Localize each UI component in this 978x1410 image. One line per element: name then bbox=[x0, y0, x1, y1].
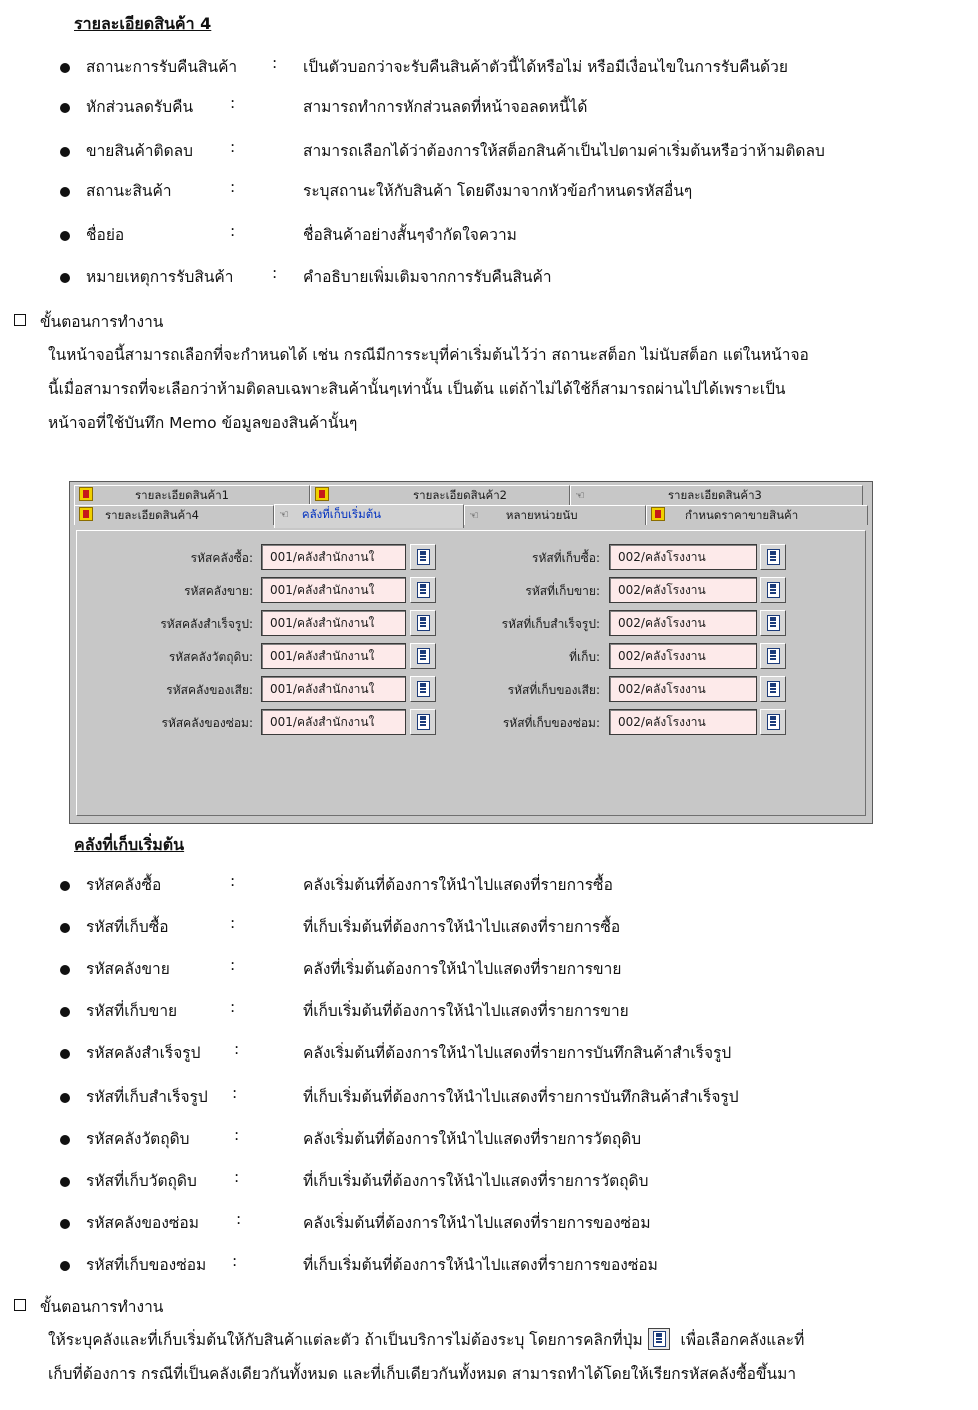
paragraph-line: เก็บที่ต้องการ กรณีที่เป็นคลังเดียวกันทั้งหมด และที่เก็บเดียวกันทั้งหมด สามารถทำได้โดยให้เรียกรหัสคลังซื้อขึ้นมา bbox=[48, 1365, 797, 1383]
section-title-default-warehouse: คลังที่เก็บเริ่มต้น bbox=[74, 835, 185, 854]
colon: : bbox=[232, 1252, 238, 1270]
bullet-icon bbox=[60, 881, 70, 891]
browse-button[interactable] bbox=[760, 643, 786, 669]
item-description: สามารถเลือกได้ว่าต้องการให้สต็อกสินค้าเป็นไปตามค่าเริ่มต้นหรือว่าห้ามติดลบ bbox=[303, 142, 825, 160]
default-warehouse-panel bbox=[76, 530, 866, 816]
item-term: รหัสที่เก็บสำเร็จรูป bbox=[86, 1088, 208, 1106]
right-field-input[interactable]: 002/คลังโรงงาน bbox=[609, 676, 757, 702]
list-item bbox=[0, 872, 978, 902]
right-field-label: รหัสที่เก็บของเสีย: bbox=[507, 683, 600, 697]
browse-button[interactable] bbox=[760, 610, 786, 636]
item-term: รหัสที่เก็บซื้อ bbox=[86, 918, 169, 936]
document-icon bbox=[767, 615, 780, 631]
colon: : bbox=[234, 1168, 240, 1186]
list-item bbox=[0, 222, 978, 252]
tab-product-detail-3[interactable]: ☜ รายละเอียดสินค้า3 bbox=[570, 485, 863, 505]
list-item bbox=[0, 956, 978, 986]
list-item bbox=[0, 1084, 978, 1114]
left-field-label: รหัสคลังของเสีย: bbox=[166, 683, 253, 697]
colon: : bbox=[236, 1210, 242, 1228]
pointing-hand-icon: ☜ bbox=[575, 489, 584, 502]
colon: : bbox=[230, 872, 236, 890]
left-field-input[interactable]: 001/คลังสำนักงานใ bbox=[261, 676, 406, 702]
document-icon bbox=[417, 615, 430, 631]
pointing-hand-icon: ☜ bbox=[279, 508, 288, 521]
colon: : bbox=[230, 178, 236, 196]
colon: : bbox=[272, 264, 278, 282]
browse-button[interactable] bbox=[410, 643, 436, 669]
right-field-label: ที่เก็บ: bbox=[569, 650, 600, 664]
document-icon bbox=[417, 681, 430, 697]
list-item bbox=[0, 54, 978, 84]
tab-product-detail-1[interactable]: รายละเอียดสินค้า1 bbox=[74, 485, 310, 505]
left-field-label: รหัสคลังวัตถุดิบ: bbox=[168, 650, 253, 664]
left-field-input[interactable]: 001/คลังสำนักงานใ bbox=[261, 643, 406, 669]
bullet-icon bbox=[60, 187, 70, 197]
colon: : bbox=[272, 54, 278, 72]
item-term: รหัสที่เก็บขาย bbox=[86, 1002, 178, 1020]
item-description: คลังเริ่มต้นที่ต้องการให้นำไปแสดงที่รายการบันทึกสินค้าสำเร็จรูป bbox=[303, 1044, 732, 1062]
browse-button[interactable] bbox=[760, 544, 786, 570]
item-description: ที่เก็บเริ่มต้นที่ต้องการให้นำไปแสดงที่รายการบันทึกสินค้าสำเร็จรูป bbox=[303, 1088, 739, 1106]
right-field-label: รหัสที่เก็บของซ่อม: bbox=[502, 716, 600, 730]
bullet-icon bbox=[60, 1177, 70, 1187]
folder-icon bbox=[79, 507, 93, 521]
document-icon bbox=[417, 582, 430, 598]
paragraph-line: ในหน้าจอนี้สามารถเลือกที่จะกำหนดได้ เช่น กรณีมีการระบุที่ค่าเริ่มต้นไว้ว่า สถานะสต็อก ไม่นับสต็อก แต่ในหน้าจอ bbox=[48, 346, 809, 364]
folder-icon bbox=[315, 487, 329, 501]
right-field-input[interactable]: 002/คลังโรงงาน bbox=[609, 544, 757, 570]
item-term: รหัสคลังวัตถุดิบ bbox=[86, 1130, 190, 1148]
item-description: ที่เก็บเริ่มต้นที่ต้องการให้นำไปแสดงที่รายการวัตถุดิบ bbox=[303, 1172, 649, 1190]
list-item bbox=[0, 998, 978, 1028]
item-description: คลังเริ่มต้นที่ต้องการให้นำไปแสดงที่รายการวัตถุดิบ bbox=[303, 1130, 642, 1148]
tab-default-warehouse[interactable]: ☜ คลังที่เก็บเริ่มต้น bbox=[274, 504, 464, 528]
document-icon bbox=[767, 714, 780, 730]
bullet-icon bbox=[60, 1093, 70, 1103]
bullet-icon bbox=[60, 1007, 70, 1017]
colon: : bbox=[230, 94, 236, 112]
tab-product-detail-2[interactable]: รายละเอียดสินค้า2 bbox=[310, 485, 570, 505]
left-field-label: รหัสคลังขาย: bbox=[184, 584, 253, 598]
bullet-icon bbox=[60, 1135, 70, 1145]
item-term: สถานะการรับคืนสินค้า bbox=[86, 58, 238, 76]
bullet-icon bbox=[60, 965, 70, 975]
section-title-product-detail-4: รายละเอียดสินค้า 4 bbox=[74, 14, 212, 33]
bullet-icon bbox=[60, 231, 70, 241]
item-description: ที่เก็บเริ่มต้นที่ต้องการให้นำไปแสดงที่รายการของซ่อม bbox=[303, 1256, 658, 1274]
item-term: สถานะสินค้า bbox=[86, 182, 172, 200]
item-description: ที่เก็บเริ่มต้นที่ต้องการให้นำไปแสดงที่รายการซื้อ bbox=[303, 918, 621, 936]
right-field-input[interactable]: 002/คลังโรงงาน bbox=[609, 577, 757, 603]
item-term: รหัสคลังของซ่อม bbox=[86, 1214, 199, 1232]
bullet-icon bbox=[60, 1049, 70, 1059]
bullet-icon bbox=[60, 103, 70, 113]
folder-icon bbox=[651, 507, 665, 521]
bullet-icon bbox=[60, 273, 70, 283]
paragraph-line: หน้าจอที่ใช้บันทึก Memo ข้อมูลของสินค้านั้นๆ bbox=[48, 414, 358, 432]
right-field-input[interactable]: 002/คลังโรงงาน bbox=[609, 709, 757, 735]
left-field-input[interactable]: 001/คลังสำนักงานใ bbox=[261, 577, 406, 603]
item-description: เป็นตัวบอกว่าจะรับคืนสินค้าตัวนี้ได้หรือไม่ หรือมีเงื่อนไขในการรับคืนด้วย bbox=[303, 58, 788, 76]
list-item bbox=[0, 264, 978, 294]
list-item bbox=[0, 94, 978, 124]
browse-button[interactable] bbox=[760, 577, 786, 603]
item-term: หมายเหตุการรับสินค้า bbox=[86, 268, 234, 286]
item-term: หักส่วนลดรับคืน bbox=[86, 98, 194, 116]
list-item bbox=[0, 1168, 978, 1198]
checkbox-bullet-icon bbox=[14, 314, 26, 326]
browse-document-icon bbox=[648, 1328, 670, 1350]
colon: : bbox=[234, 1040, 240, 1058]
item-term: รหัสคลังซื้อ bbox=[86, 876, 162, 894]
list-item bbox=[0, 1040, 978, 1070]
bullet-icon bbox=[60, 1219, 70, 1229]
list-item bbox=[0, 1126, 978, 1156]
folder-icon bbox=[79, 487, 93, 501]
left-field-input[interactable]: 001/คลังสำนักงานใ bbox=[261, 610, 406, 636]
bullet-icon bbox=[60, 1261, 70, 1271]
right-field-input[interactable]: 002/คลังโรงงาน bbox=[609, 643, 757, 669]
right-field-label: รหัสที่เก็บสำเร็จรูป: bbox=[501, 617, 600, 631]
tab-multi-unit[interactable]: ☜ หลายหน่วยนับ bbox=[464, 505, 646, 525]
item-description: คำอธิบายเพิ่มเติมจากการรับคืนสินค้า bbox=[303, 268, 552, 286]
item-term: ขายสินค้าติดลบ bbox=[86, 142, 193, 160]
item-term: รหัสคลังสำเร็จรูป bbox=[86, 1044, 201, 1062]
tab-product-detail-4[interactable]: รายละเอียดสินค้า4 bbox=[74, 505, 274, 525]
bullet-icon bbox=[60, 923, 70, 933]
paragraph-line: นี้เมื่อสามารถที่จะเลือกว่าห้ามติดลบเฉพาะสินค้านั้นๆเท่านั้น เป็นต้น แต่ถ้าไม่ได้ใช้ก็สามารถผ่านไปได้เพราะเป็น bbox=[48, 380, 786, 398]
item-description: คลังเริ่มต้นที่ต้องการให้นำไปแสดงที่รายการซื้อ bbox=[303, 876, 613, 894]
left-field-label: รหัสคลังสำเร็จรูป: bbox=[160, 617, 253, 631]
right-field-input[interactable]: 002/คลังโรงงาน bbox=[609, 610, 757, 636]
colon: : bbox=[234, 1126, 240, 1144]
procedure-heading: ขั้นตอนการทำงาน bbox=[14, 1294, 163, 1319]
checkbox-bullet-icon bbox=[14, 1299, 26, 1311]
colon: : bbox=[230, 998, 236, 1016]
list-item bbox=[0, 138, 978, 168]
left-field-label: รหัสคลังซื้อ: bbox=[190, 551, 253, 565]
procedure-heading: ขั้นตอนการทำงาน bbox=[14, 309, 163, 334]
browse-button[interactable] bbox=[410, 676, 436, 702]
colon: : bbox=[230, 914, 236, 932]
item-description: ระบุสถานะให้กับสินค้า โดยดึงมาจากหัวข้อกำหนดรหัสอื่นๆ bbox=[303, 182, 693, 200]
right-field-label: รหัสที่เก็บขาย: bbox=[525, 584, 600, 598]
document-icon bbox=[767, 582, 780, 598]
item-description: สามารถทำการหักส่วนลดที่หน้าจอลดหนี้ได้ bbox=[303, 98, 588, 116]
tab-strip bbox=[74, 485, 868, 531]
colon: : bbox=[230, 138, 236, 156]
list-item bbox=[0, 1210, 978, 1240]
item-term: ชื่อย่อ bbox=[86, 226, 125, 244]
document-icon bbox=[417, 549, 430, 565]
browse-button[interactable] bbox=[410, 544, 436, 570]
document-icon bbox=[767, 681, 780, 697]
list-item bbox=[0, 914, 978, 944]
item-description: ที่เก็บเริ่มต้นที่ต้องการให้นำไปแสดงที่รายการขาย bbox=[303, 1002, 629, 1020]
item-description: คลังที่เริ่มต้นต้องการให้นำไปแสดงที่รายการขาย bbox=[303, 960, 622, 978]
item-description: ชื่อสินค้าอย่างสั้นๆจำกัดใจความ bbox=[303, 226, 517, 244]
colon: : bbox=[232, 1084, 238, 1102]
item-term: รหัสที่เก็บของซ่อม bbox=[86, 1256, 207, 1274]
pointing-hand-icon: ☜ bbox=[469, 509, 478, 522]
paragraph-line: ให้ระบุคลังและที่เก็บเริ่มต้นให้กับสินค้าแต่ละตัว ถ้าเป็นบริการไม่ต้องระบุ โดยการคลิกที่ปุ่ม เพื่อเลือกคลังและที่ bbox=[48, 1323, 804, 1357]
left-field-input[interactable]: 001/คลังสำนักงานใ bbox=[261, 544, 406, 570]
bullet-icon bbox=[60, 147, 70, 157]
browse-button[interactable] bbox=[410, 610, 436, 636]
browse-button[interactable] bbox=[410, 709, 436, 735]
document-icon bbox=[767, 648, 780, 664]
document-icon bbox=[417, 714, 430, 730]
right-field-label: รหัสที่เก็บซื้อ: bbox=[532, 551, 600, 565]
item-term: รหัสคลังขาย bbox=[86, 960, 170, 978]
item-description: คลังเริ่มต้นที่ต้องการให้นำไปแสดงที่รายการของซ่อม bbox=[303, 1214, 651, 1232]
left-field-label: รหัสคลังของซ่อม: bbox=[161, 716, 253, 730]
left-field-input[interactable]: 001/คลังสำนักงานใ bbox=[261, 709, 406, 735]
product-window bbox=[69, 481, 873, 824]
list-item bbox=[0, 1252, 978, 1282]
browse-button[interactable] bbox=[760, 709, 786, 735]
document-icon bbox=[417, 648, 430, 664]
list-item bbox=[0, 178, 978, 208]
browse-button[interactable] bbox=[410, 577, 436, 603]
colon: : bbox=[230, 956, 236, 974]
item-term: รหัสที่เก็บวัตถุดิบ bbox=[86, 1172, 197, 1190]
document-icon bbox=[767, 549, 780, 565]
bullet-icon bbox=[60, 63, 70, 73]
tab-set-sale-price[interactable]: กำหนดราคาขายสินค้า bbox=[646, 505, 868, 525]
browse-button[interactable] bbox=[760, 676, 786, 702]
colon: : bbox=[230, 222, 236, 240]
